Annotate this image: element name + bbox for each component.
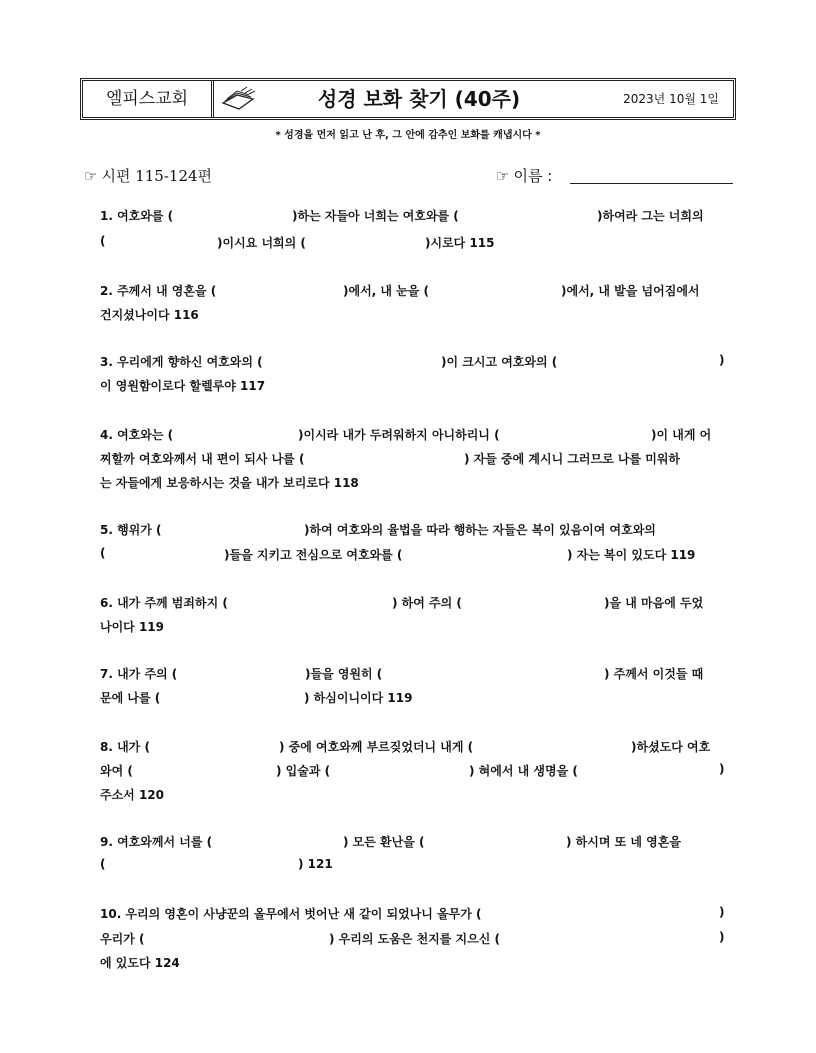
question-3-part-4: 이 영원함이로다 할렐루야 117 [100, 379, 266, 393]
question-4-part-6: 는 자들에게 보응하시는 것을 내가 보리로다 118 [100, 476, 359, 490]
question-10-part-2: ) [719, 905, 725, 919]
header-box [80, 78, 736, 120]
question-3-part-2: )이 크시고 여호와의 ( [441, 355, 558, 369]
question-2-part-2: )에서, 내 눈을 ( [343, 284, 430, 298]
date: 2023년 10월 1일 [623, 92, 719, 106]
question-7-part-1: 7. 내가 주의 ( [100, 667, 178, 681]
header-divider [211, 81, 214, 117]
question-6-part-2: ) 하여 주의 ( [392, 596, 462, 610]
question-7-part-4: 문에 나를 ( [100, 691, 161, 705]
name-blank [570, 183, 733, 184]
question-4-part-3: )이 내게 어 [651, 428, 712, 442]
question-10-part-3: 우리가 ( [100, 932, 145, 946]
book-icon [219, 85, 259, 113]
question-9-part-4: ( [100, 857, 106, 871]
question-10-part-5: ) [719, 930, 725, 944]
name-label-line [496, 165, 552, 186]
pointing-hand-icon: ☞ [84, 167, 98, 185]
question-2-part-1: 2. 주께서 내 영혼을 ( [100, 284, 217, 298]
question-5-part-5: ) 자는 복이 있도다 119 [567, 548, 696, 562]
question-1-part-2: )하는 자들아 너희는 여호와를 ( [292, 209, 459, 223]
pointing-hand-icon: ☞ [496, 167, 510, 185]
question-3-part-1: 3. 우리에게 향하신 여호와의 ( [100, 355, 263, 369]
passage: 시편 115-124편 [101, 167, 213, 185]
page-title: 성경 보화 찾기 (40주) [317, 87, 521, 111]
church-name: 엘피스교회 [105, 89, 189, 109]
question-8-part-7: ) [719, 762, 725, 776]
instruction: * 성경을 먼저 읽고 난 후, 그 안에 감추인 보화를 캐냅시다 * [275, 130, 541, 141]
question-9-part-5: ) 121 [298, 857, 333, 871]
question-7-part-5: ) 하심이니이다 119 [304, 691, 413, 705]
question-5-part-1: 5. 행위가 ( [100, 523, 162, 537]
question-7-part-3: ) 주께서 이것들 때 [604, 667, 704, 681]
question-4-part-2: )이시라 내가 두려워하지 아니하리니 ( [298, 428, 500, 442]
question-8-part-5: ) 입술과 ( [276, 764, 331, 778]
question-6-part-3: )을 내 마음에 두었 [604, 596, 704, 610]
question-1-part-6: )시로다 115 [425, 236, 495, 250]
question-3-part-3: ) [719, 353, 725, 367]
question-6-part-4: 나이다 119 [100, 620, 165, 634]
question-1-part-5: )이시요 너희의 ( [217, 236, 306, 250]
question-8-part-8: 주소서 120 [100, 788, 165, 802]
question-8-part-2: ) 중에 여호와께 부르짖었더니 내게 ( [279, 740, 474, 754]
question-5-part-3: ( [100, 546, 106, 560]
question-8-part-1: 8. 내가 ( [100, 740, 150, 754]
question-9-part-1: 9. 여호와께서 너를 ( [100, 835, 213, 849]
question-1-part-1: 1. 여호와를 ( [100, 209, 174, 223]
name-label: 이름 : [513, 167, 553, 185]
question-9-part-3: ) 하시며 또 네 영혼을 [566, 835, 681, 849]
question-6-part-1: 6. 내가 주께 범죄하지 ( [100, 596, 228, 610]
question-4-part-4: 찌할까 여호와께서 내 편이 되사 나를 ( [100, 452, 305, 466]
question-4-part-1: 4. 여호와는 ( [100, 428, 174, 442]
question-10-part-4: ) 우리의 도움은 천지를 지으신 ( [329, 932, 500, 946]
question-8-part-6: ) 혀에서 내 생명을 ( [469, 764, 578, 778]
question-10-part-1: 10. 우리의 영혼이 사냥꾼의 올무에서 벗어난 새 같이 되었나니 올무가 ( [100, 907, 482, 921]
question-8-part-4: 와여 ( [100, 764, 133, 778]
passage-line [84, 165, 212, 186]
question-9-part-2: ) 모든 환난을 ( [343, 835, 425, 849]
question-4-part-5: ) 자들 중에 계시니 그러므로 나를 미워하 [464, 452, 681, 466]
question-5-part-4: )들을 지키고 전심으로 여호와를 ( [224, 548, 403, 562]
question-1-part-3: )하여라 그는 너희의 [597, 209, 704, 223]
question-8-part-3: )하셨도다 여호 [631, 740, 711, 754]
question-5-part-2: )하여 여호와의 율법을 따라 행하는 자들은 복이 있음이여 여호와의 [304, 523, 656, 537]
question-10-part-6: 에 있도다 124 [100, 956, 180, 970]
question-2-part-3: )에서, 내 발을 넘어짐에서 [561, 284, 700, 298]
question-1-part-4: ( [100, 234, 106, 248]
question-7-part-2: )들을 영원히 ( [305, 667, 383, 681]
question-2-part-4: 건지셨나이다 116 [100, 308, 199, 322]
